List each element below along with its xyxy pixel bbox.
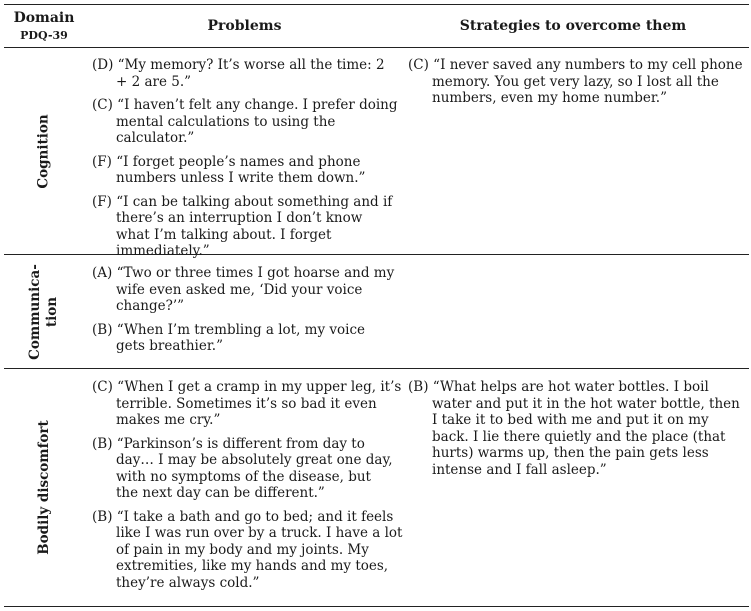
domain-cell-bodily-discomfort — [4, 369, 84, 606]
strategies-cell — [408, 57, 743, 114]
problems-column-header: Problems — [207, 18, 282, 34]
strategy-quote: (C) “I never saved any numbers to my cell phone memory. You get very lazy, so I lost all the numbers, even my home number.” — [408, 57, 743, 106]
problem-quote: (B) “I take a bath and go to bed; and it feels like I was run over by a truck. I have a lot of pain in my body and my joints. My extremities, like my hands and my toes, they’re always cold.” — [92, 508, 403, 591]
row-divider-2 — [4, 368, 749, 369]
problem-quote: (B) “When I’m trembling a lot, my voice gets breathier.” — [92, 321, 366, 354]
header-rule — [4, 47, 749, 48]
table-bottom-rule — [4, 606, 749, 607]
domain-header-subtitle: PDQ-39 — [20, 29, 68, 42]
domain-column-header — [4, 10, 84, 44]
problem-quote: (F) “I can be talking about something and if there’s an interruption I don’t know what I’m talking about. I forget immediately.” — [92, 193, 393, 259]
problems-cell — [92, 379, 403, 598]
problem-quote: (D) “My memory? It’s worse all the time: 2 + 2 are 5.” — [92, 57, 385, 90]
domain-label: Communica- tion — [27, 263, 60, 360]
problem-quote: (A) “Two or three times I got hoarse and my wife even asked me, ‘Did your voice change?’” — [92, 265, 395, 314]
problems-cell — [92, 265, 397, 362]
domain-label: Cognition — [35, 113, 52, 189]
strategies-cell — [408, 379, 743, 485]
domain-header-label: Domain — [13, 10, 75, 26]
strategies-column-header: Strategies to overcome them — [459, 18, 687, 34]
problem-quote: (C) “I haven’t felt any change. I prefer doing mental calculations to using the calculator.” — [92, 97, 398, 146]
domain-cell-cognition — [4, 48, 84, 254]
strategy-quote: (B) “What helps are hot water bottles. I boil water and put it in the hot water bottle, then I take it to bed with me and put it on my back. I lie there quietly and the place (that hurts) warms up, then the pain gets less intense and I fall asleep.” — [408, 379, 740, 478]
problem-quote: (B) “Parkinson’s is different from day to day… I may be absolutely great one day, with no symptoms of the disease, but the next day can be different.” — [92, 435, 393, 501]
domain-cell-communication — [4, 255, 84, 368]
problem-quote: (F) “I forget people’s names and phone numbers unless I write them down.” — [92, 153, 366, 186]
problem-quote: (C) “When I get a cramp in my upper leg, it’s terrible. Sometimes it’s so bad it even makes me cry.” — [92, 379, 402, 428]
domain-label: Bodily discomfort — [35, 420, 52, 555]
table-top-rule — [4, 4, 749, 5]
problems-cell — [92, 57, 397, 267]
